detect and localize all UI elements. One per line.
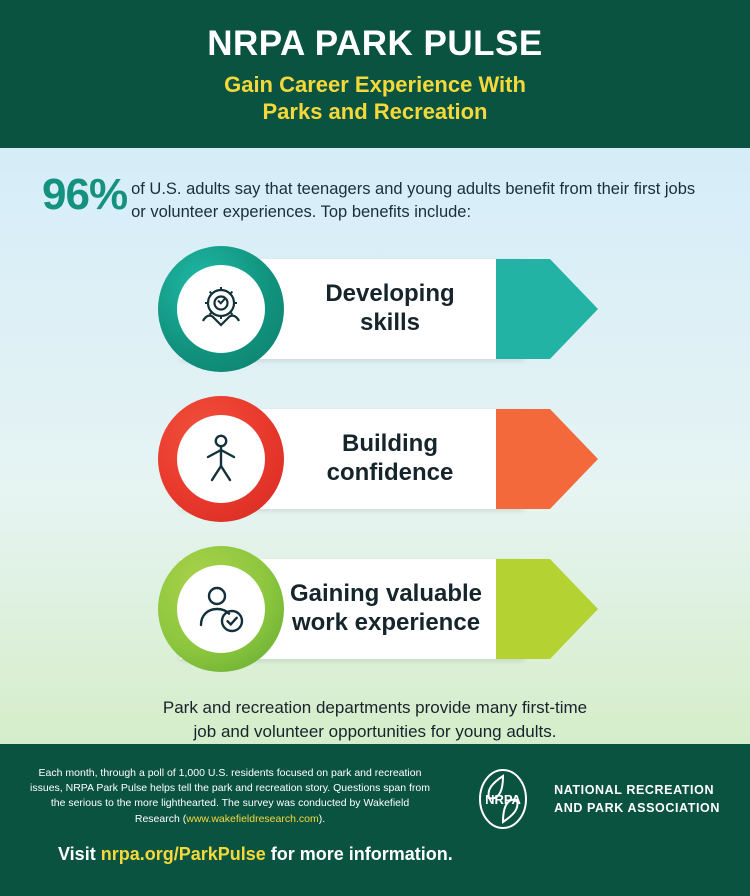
nrpa-logo-text	[554, 781, 720, 817]
gear-lightbulb-hands-icon	[191, 279, 251, 339]
footer-top	[30, 762, 720, 830]
cta-suffix: for more information.	[265, 844, 453, 864]
stat-description: of U.S. adults say that teenagers and young adults benefit from their first jobs or volunteer experiences. Top benefits include:	[131, 180, 696, 221]
cta-prefix: Visit	[58, 844, 101, 864]
benefit-label-line2: confidence	[326, 458, 454, 486]
header	[0, 0, 750, 148]
benefit-badge	[158, 546, 284, 672]
standing-person-icon	[192, 430, 250, 488]
footer	[0, 744, 750, 896]
benefit-label-line1: Gaining valuable	[289, 580, 483, 608]
page-title: NRPA PARK PULSE	[207, 24, 543, 63]
benefit-arrow-body	[496, 259, 550, 359]
header-subtitle-line1: Gain Career Experience With	[224, 71, 526, 97]
benefit-label-line1: Building	[342, 430, 438, 458]
nrpa-logo	[464, 762, 720, 830]
parkpulse-link[interactable]: nrpa.org/ParkPulse	[100, 844, 266, 864]
benefit-label-line2: work experience	[291, 608, 481, 636]
nrpa-leaf-mark-icon	[464, 768, 542, 830]
nrpa-logo-line1: NATIONAL RECREATION	[554, 782, 715, 797]
wakefield-research-link[interactable]: www.wakefieldresearch.com	[186, 812, 319, 825]
benefit-row	[0, 246, 750, 372]
footer-note-text: Each month, through a poll of 1,000 U.S. residents focused on park and recreation issues, NRPA Park Pulse helps tell the park and recreation story. Questions span from the serious to the more lighthearted. The survey was conducted by Wakefield Research (	[30, 767, 430, 825]
benefit-row	[0, 396, 750, 522]
benefit-badge	[158, 396, 284, 522]
closing-line2: job and volunteer opportunities for young adults.	[193, 722, 557, 742]
benefit-badge-inner	[177, 265, 265, 353]
nrpa-logo-word: NRPA	[485, 792, 521, 807]
benefit-badge-inner	[177, 565, 265, 653]
closing-line1: Park and recreation departments provide many first-time	[162, 697, 588, 717]
benefit-badge	[158, 246, 284, 372]
closing-statement	[70, 696, 680, 745]
footer-note-text-end: ).	[318, 812, 326, 825]
benefit-arrow-body	[496, 409, 550, 509]
benefit-arrow-head	[550, 559, 598, 659]
benefit-label-line2: skills	[359, 308, 421, 336]
header-subtitle-line2: Parks and Recreation	[262, 99, 488, 125]
benefit-arrow-body	[496, 559, 550, 659]
nrpa-logo-line2: AND PARK ASSOCIATION	[554, 801, 720, 815]
footer-note	[30, 762, 430, 827]
benefits-list	[0, 246, 750, 672]
stat-percent: 96%	[42, 170, 128, 219]
stat-block	[42, 170, 708, 224]
benefit-row	[0, 546, 750, 672]
benefit-label-line1: Developing	[325, 280, 455, 308]
benefit-arrow-head	[550, 259, 598, 359]
benefit-badge-inner	[177, 415, 265, 503]
footer-cta	[30, 844, 720, 865]
person-check-badge-icon	[191, 580, 251, 638]
benefit-arrow-head	[550, 409, 598, 509]
